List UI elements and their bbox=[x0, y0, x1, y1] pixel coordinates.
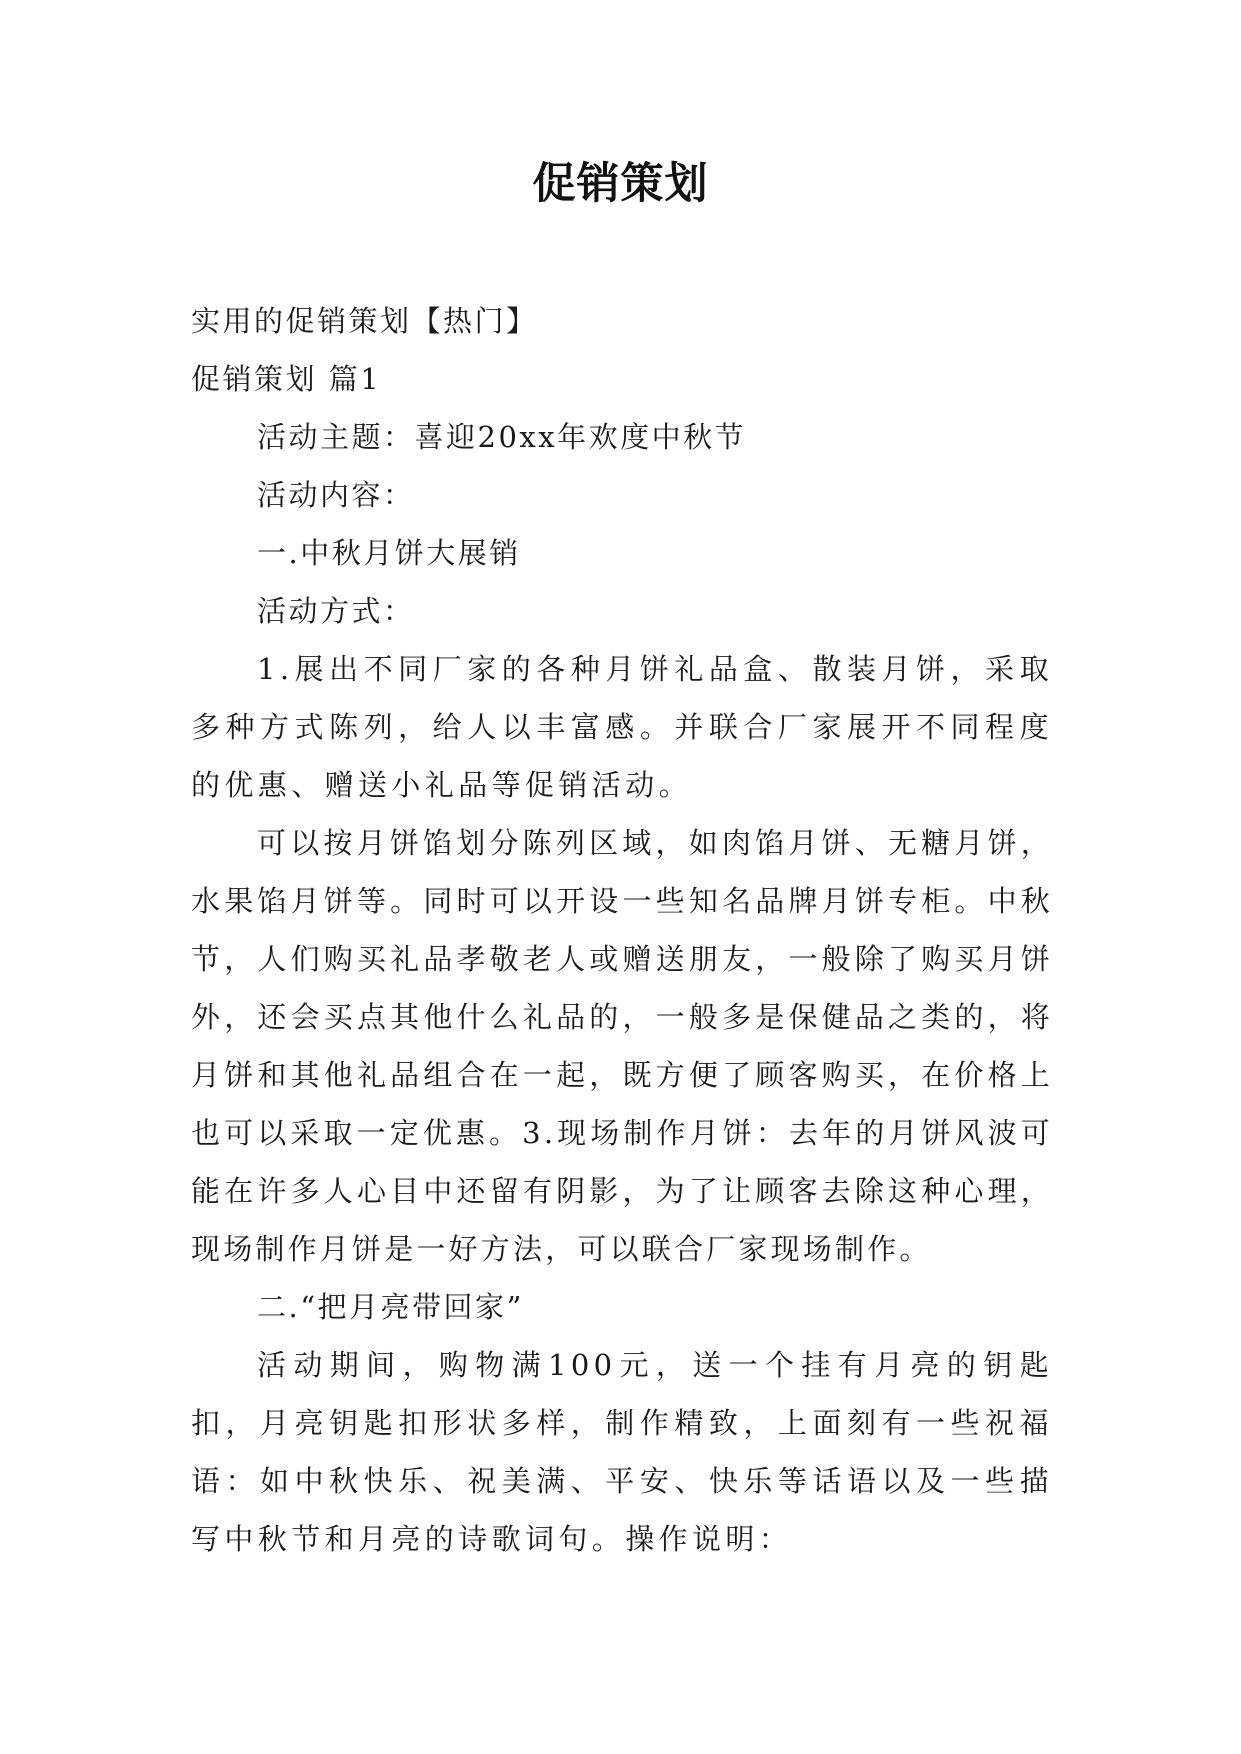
paragraph-display: 1.展出不同厂家的各种月饼礼品盒、散装月饼，采取多种方式陈列，给人以丰富感。并联合厂家展开不同程度的优惠、赠送小礼品等促销活动。 bbox=[191, 652, 1053, 802]
document-subtitle: 实用的促销策划【热门】 bbox=[191, 304, 538, 338]
paragraph-display-zones: 可以按月饼馅划分陈列区域，如肉馅月饼、无糖月饼，水果馅月饼等。同时可以开设一些知名品牌月饼专柜。中秋节，人们购买礼品孝敬老人或赠送朋友，一般除了购买月饼外，还会买点其他什么礼品的，一般多是保健品之类的，将月饼和其他礼品组合在一起，既方便了顾客购买，在价格上也可以采取一定优惠。3.现场制作月饼：去年的月饼风波可能在许多人心目中还留有阴影，为了让顾客去除这种心理，现场制作月饼是一好方法，可以联合厂家现场制作。 bbox=[191, 826, 1053, 1266]
document-title: 促销策划 bbox=[532, 159, 709, 209]
item-two-heading: 二.“把月亮带回家” bbox=[257, 1290, 524, 1324]
activity-method-label: 活动方式： bbox=[257, 594, 415, 628]
section-heading: 促销策划 篇1 bbox=[191, 362, 382, 396]
activity-content-label: 活动内容： bbox=[257, 478, 415, 512]
activity-theme-line: 活动主题：喜迎20xx年欢度中秋节 bbox=[257, 420, 747, 454]
document-body bbox=[191, 292, 1053, 1568]
paragraph-moon-keychain: 活动期间，购物满100元，送一个挂有月亮的钥匙扣，月亮钥匙扣形状多样，制作精致，上面刻有一些祝福语：如中秋快乐、祝美满、平安、快乐等话语以及一些描写中秋节和月亮的诗歌词句。操作说明： bbox=[191, 1348, 1053, 1556]
item-one-heading: 一.中秋月饼大展销 bbox=[257, 536, 521, 570]
